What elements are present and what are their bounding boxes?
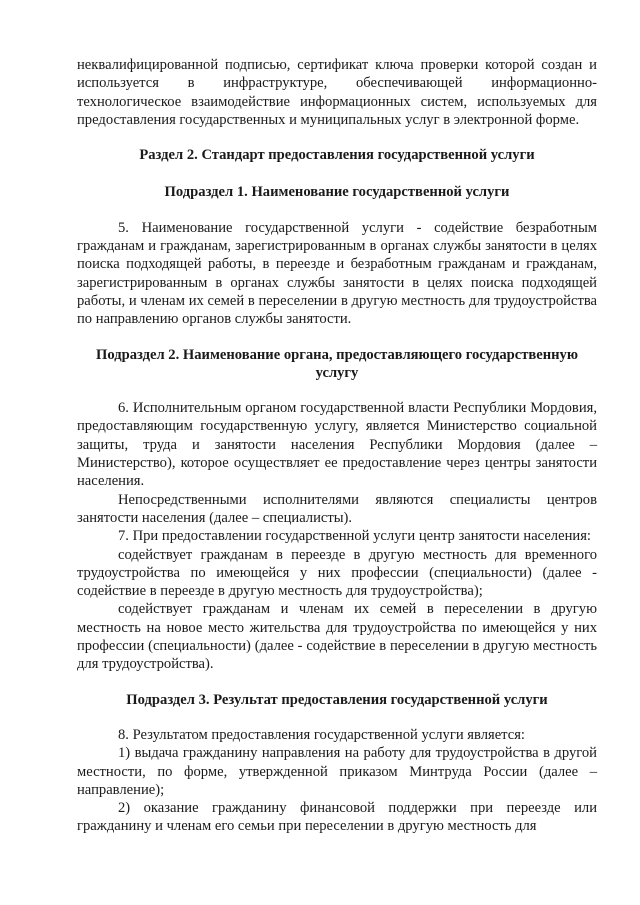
spacer [77, 129, 597, 146]
paragraph-7: 7. При предоставлении государственной услуги центр занятости населения: [118, 528, 591, 545]
spacer [77, 164, 597, 183]
document-page [77, 56, 597, 836]
intro-paragraph: неквалифицированной подписью, сертификат ключа проверки которой создан и используется в инфраструктуре, обеспечивающей информационно-технологическое взаимодействие информационных систем, используемых для предоставления государственных и муниципальных услуг в электронной форме. [77, 57, 597, 128]
spacer [77, 202, 597, 219]
paragraph-6-executors: Непосредственными исполнителями являются специалисты центров занятости населения (далее – специалисты). [77, 491, 597, 526]
paragraph-7-resettlement: содействует гражданам и членам их семей в переселении в другую местность на новое место жительства для трудоустройства по имеющейся у них профессии (специальности) (далее - содействие в переселении в другую местность для трудоустройства). [77, 601, 597, 673]
paragraph-5: 5. Наименование государственной услуги - содействие безработным гражданам и гражданам, зарегистрированным в органах службы занятости в целях поиска подходящей работы, в переезде и безработным гражданам и гражданам, зарегистрированным в органах службы занятости в целях поиска подходящей работы, и членам их семей в переселении в другую местность для трудоустройства по направлению органов службы занятости. [77, 219, 597, 328]
paragraph-7-relocation: содействует гражданам в переезде в другую местность для временного трудоустройства по имеющейся у них профессии (специальности) (далее - содействие в переезде в другую местность для трудоустройства); [77, 546, 597, 600]
paragraph-8: 8. Результатом предоставления государственной услуги является: [118, 726, 525, 743]
paragraph-6: 6. Исполнительным органом государственной власти Республики Мордовия, предоставляющим государственную услугу, является Министерство социальной защиты, труда и занятости населения Республики Мордовия (далее – Министерство), которое осуществляет ее предоставление через центры занятости населения. [77, 400, 597, 490]
subsection-3-title: Подраздел 3. Результат предоставления государственной услуги [126, 691, 548, 708]
subsection-1-title: Подраздел 1. Наименование государственной услуги [164, 184, 510, 201]
spacer [77, 382, 597, 399]
spacer [77, 329, 597, 346]
subsection-2-title: Подраздел 2. Наименование органа, предоставляющего государственную услугу [95, 346, 579, 381]
spacer [77, 709, 597, 726]
section-2-title: Раздел 2. Стандарт предоставления государственной услуги [139, 147, 535, 164]
paragraph-8-item-1: 1) выдача гражданину направления на работу для трудоустройства в другой местности, по форме, утвержденной приказом Минтруда России (далее – направление); [77, 745, 597, 798]
paragraph-8-item-2: 2) оказание гражданину финансовой поддержки при переезде или гражданину и членам его семьи при переселении в другую местность для [77, 800, 597, 835]
spacer [77, 674, 597, 691]
